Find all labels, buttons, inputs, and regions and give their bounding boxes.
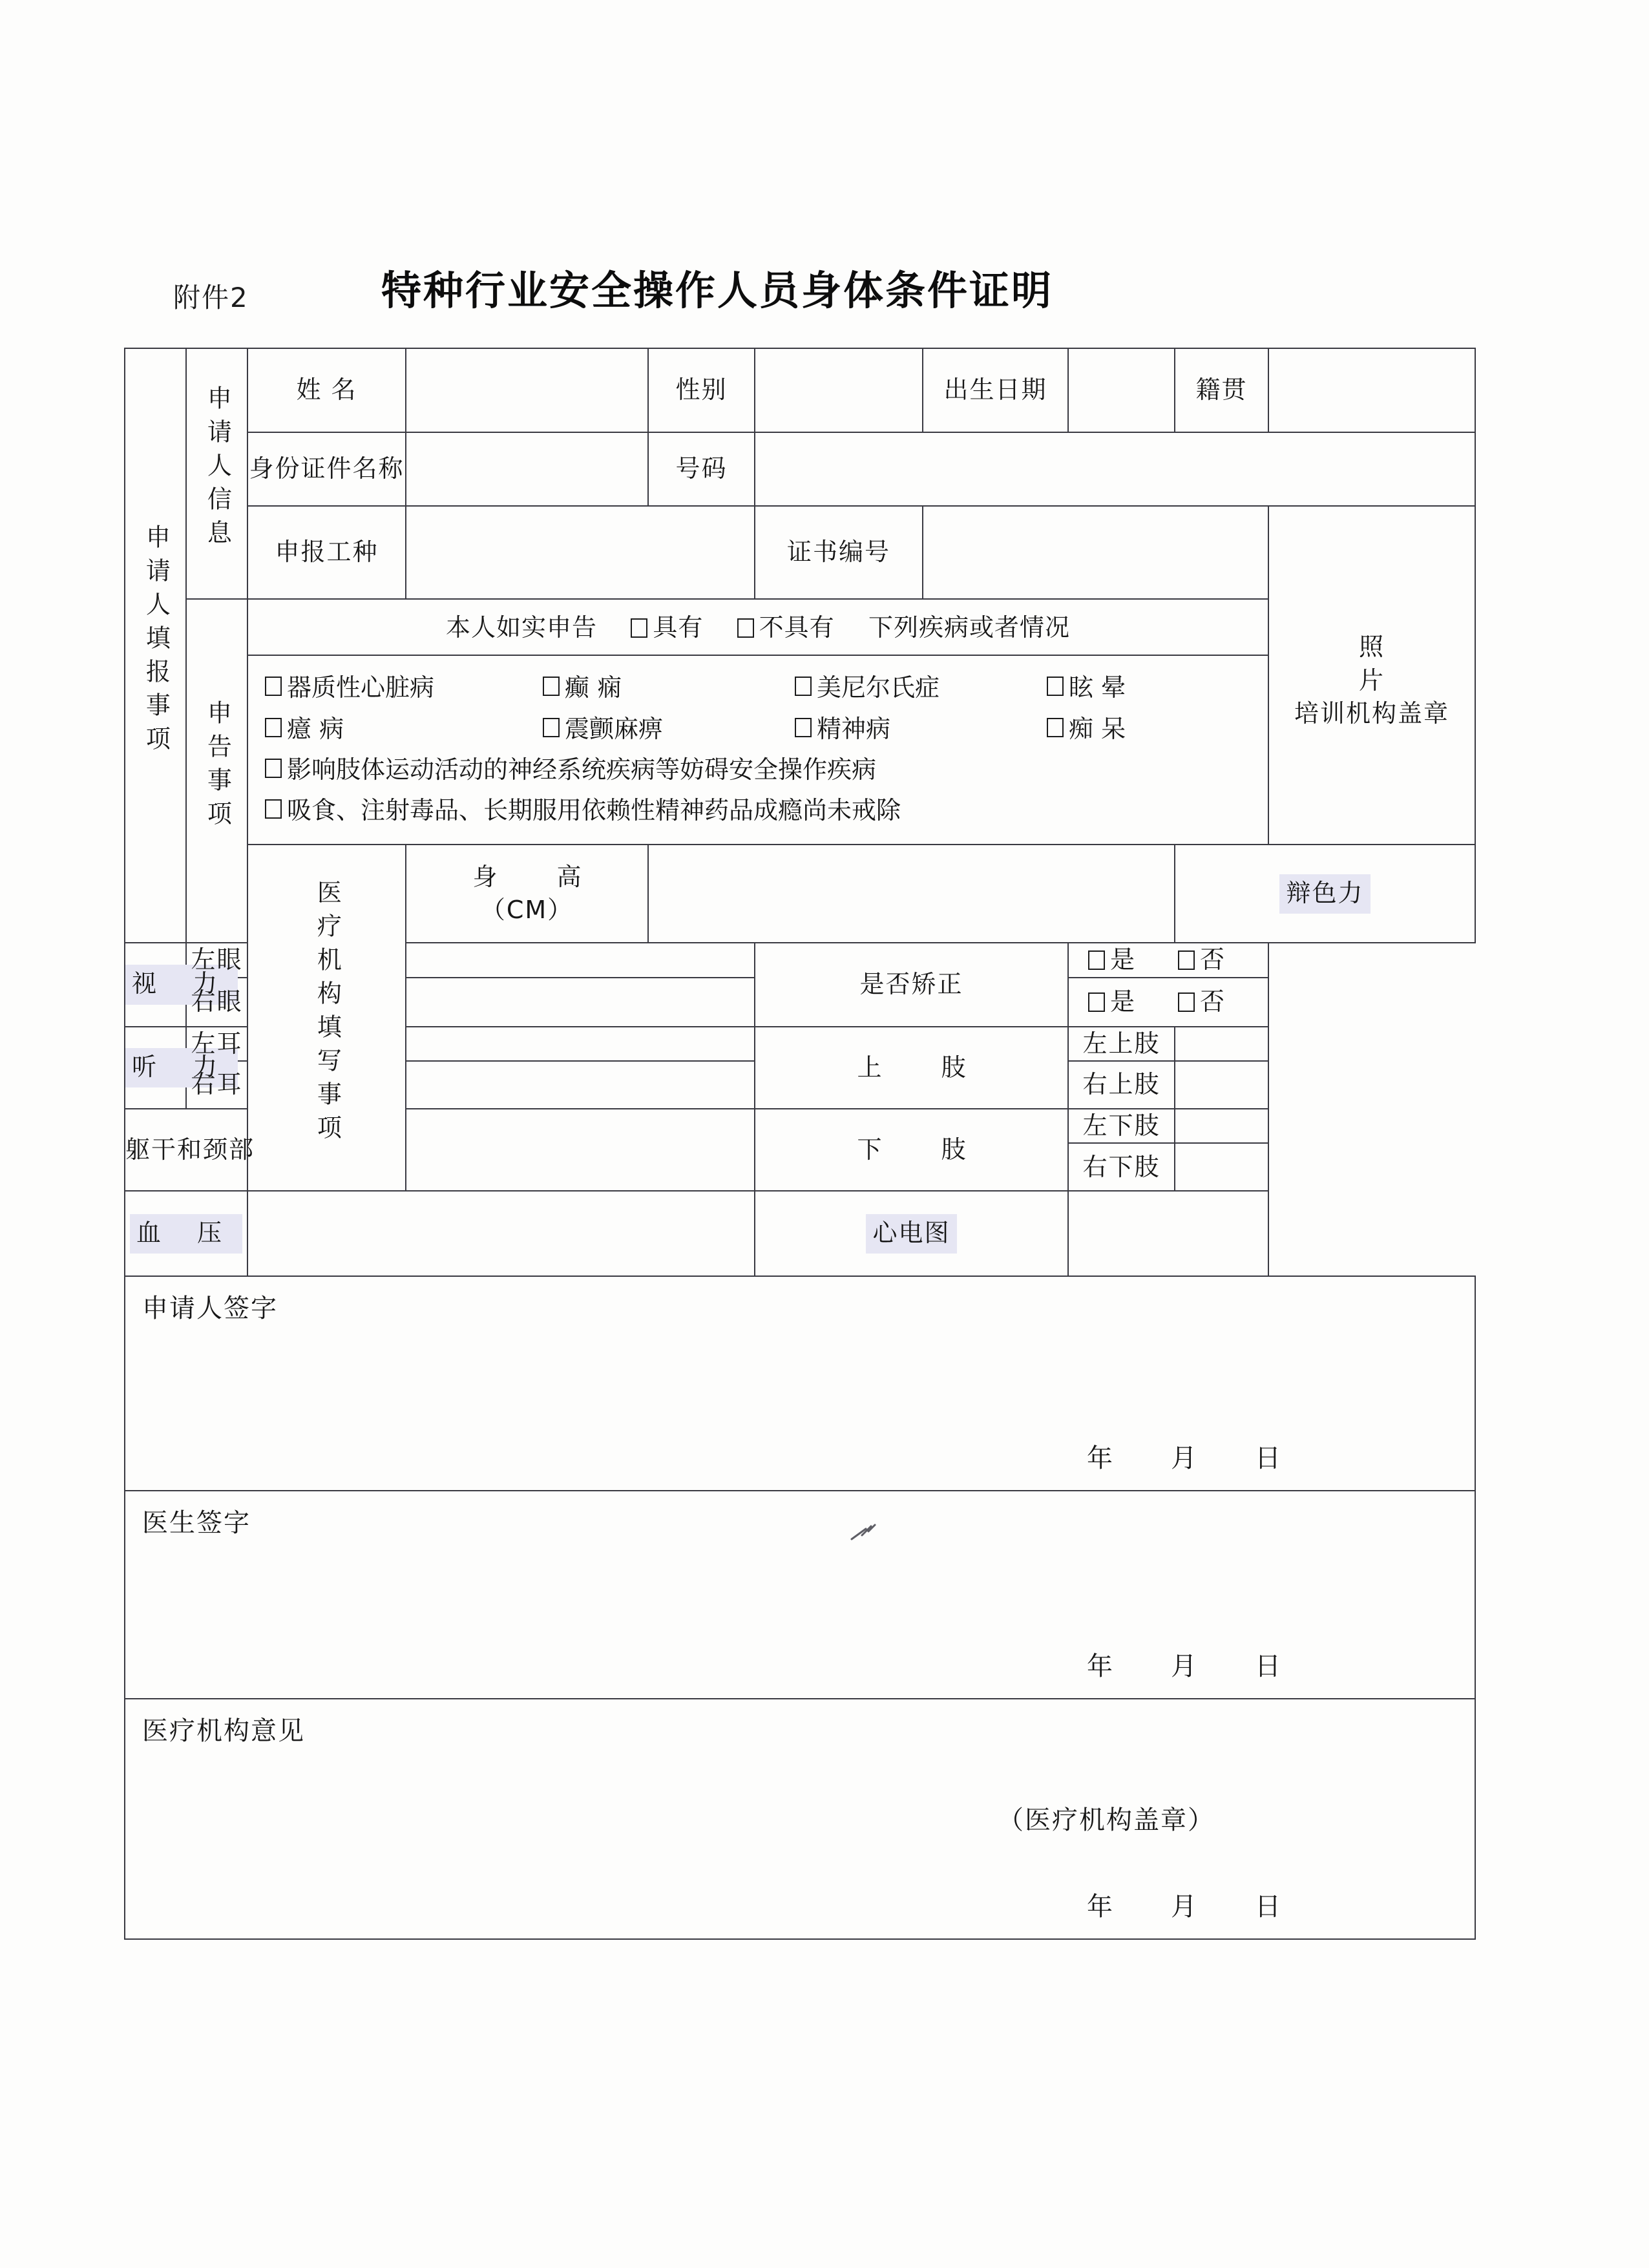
institution-stamp-note: （医疗机构盖章）: [998, 1805, 1215, 1836]
checkbox-vertigo[interactable]: [1047, 677, 1064, 696]
label-id-number-text: 号码: [675, 454, 728, 483]
label-corrected: [755, 943, 1068, 1026]
field-vision-right-eye[interactable]: [406, 978, 755, 1027]
label-color-vision-text: 辩色力: [1279, 874, 1370, 914]
label-upper-right-limb-text: 右上肢: [1082, 1070, 1161, 1099]
declaration-suffix: 下列疾病或者情况: [868, 613, 1071, 642]
label-native-place-text: 籍贯: [1195, 375, 1248, 404]
label-cert-number: [755, 506, 923, 599]
label-job-type: [247, 506, 406, 599]
disease-option-organic-heart-disease[interactable]: [265, 671, 543, 704]
label-id-number: [648, 432, 755, 506]
disease-row-4: [265, 794, 1268, 827]
document-header: [0, 258, 1649, 330]
label-gender-text: 性别: [675, 375, 728, 404]
corrected-yes-option-2[interactable]: [1088, 985, 1178, 1018]
label-vision-right-eye-text: 右眼: [191, 987, 243, 1016]
declaration-statement: [247, 599, 1268, 655]
field-lower-left-limb[interactable]: [1175, 1109, 1268, 1143]
institution-opinion-cell[interactable]: [125, 1699, 1475, 1939]
label-blood-pressure-text: 血 压: [130, 1214, 242, 1254]
label-upper-right-limb: [1068, 1061, 1175, 1109]
table-row-job-cert: [125, 506, 1475, 599]
disease-option-substance-abuse[interactable]: [265, 794, 901, 827]
corrected-no-label-2: 否: [1200, 987, 1226, 1016]
field-blood-pressure[interactable]: [247, 1191, 755, 1276]
corrected-no-option-2[interactable]: [1178, 985, 1268, 1018]
institution-date-year: 年: [1087, 1892, 1113, 1922]
side-label-applicant-info-text: 申请人信息: [203, 385, 232, 554]
label-height-text: 身 高: [472, 863, 607, 892]
label-name-text: 姓 名: [296, 375, 357, 404]
label-vision-text: 视 力: [125, 965, 238, 1004]
checkbox-parkinsons[interactable]: [543, 718, 560, 737]
table-row-doctor-signature: [125, 1491, 1475, 1699]
disease-row-1: [265, 671, 1268, 704]
side-label-applicant-section: [125, 348, 186, 943]
field-upper-left-limb[interactable]: [1175, 1027, 1268, 1061]
label-gender: [648, 348, 755, 432]
label-cert-number-text: 证书编号: [786, 538, 890, 567]
checkbox-has[interactable]: [631, 618, 647, 638]
declaration-option-has-not: 不具有: [759, 613, 835, 642]
doctor-signature-cell[interactable]: [125, 1491, 1475, 1699]
checkbox-mental-illness[interactable]: [795, 718, 812, 737]
applicant-date-day: 日: [1255, 1444, 1281, 1474]
checkbox-corrected-yes-1[interactable]: [1088, 950, 1105, 970]
label-ecg-text: 心电图: [866, 1214, 956, 1254]
field-hearing-left-ear[interactable]: [406, 1027, 755, 1061]
label-ecg: [755, 1191, 1068, 1276]
disease-option-mental-illness[interactable]: [795, 713, 1047, 746]
field-height[interactable]: [648, 845, 1175, 943]
applicant-date-year: 年: [1087, 1444, 1113, 1474]
field-hearing-right-ear[interactable]: [406, 1061, 755, 1109]
form-table-wrapper: [124, 348, 1475, 1940]
disease-option-parkinsons[interactable]: [543, 713, 795, 746]
field-ecg[interactable]: [1068, 1191, 1268, 1276]
declaration-statement-line: [248, 600, 1268, 655]
applicant-signature-date: [1087, 1441, 1281, 1476]
label-trunk-neck: [125, 1109, 255, 1191]
field-gender[interactable]: [755, 348, 923, 432]
disease-label-1-1: 震颤麻痹: [565, 714, 664, 743]
photo-label-line2: 片: [1358, 666, 1385, 695]
label-id-type: [247, 432, 406, 506]
label-lower-limb: [755, 1109, 1068, 1191]
disease-option-neurological[interactable]: [265, 753, 876, 786]
label-name: [247, 348, 406, 432]
disease-label-0-0: 器质性心脏病: [287, 673, 435, 702]
label-lower-right-limb: [1068, 1143, 1175, 1191]
label-job-type-text: 申报工种: [275, 538, 379, 567]
label-blood-pressure: [125, 1191, 247, 1276]
label-upper-left-limb-text: 左上肢: [1082, 1029, 1161, 1058]
disease-label-1-3: 痴 呆: [1069, 714, 1126, 743]
disease-label-2: 影响肢体运动活动的神经系统疾病等妨碍安全操作疾病: [287, 755, 877, 784]
institution-date-day: 日: [1255, 1892, 1281, 1922]
corrected-yes-option-1[interactable]: [1088, 943, 1178, 976]
label-hearing-right-ear: [186, 1061, 247, 1109]
field-id-type[interactable]: [406, 432, 648, 506]
label-upper-limb: [755, 1027, 1068, 1109]
doctor-date-month: 月: [1171, 1652, 1197, 1682]
field-name[interactable]: [406, 348, 648, 432]
page-title: 特种行业安全操作人员身体条件证明: [381, 267, 1054, 314]
label-upper-limb-text: 上 肢: [857, 1053, 992, 1082]
checkbox-corrected-no-2[interactable]: [1178, 992, 1195, 1012]
field-upper-right-limb[interactable]: [1175, 1061, 1268, 1109]
checkbox-has-not[interactable]: [737, 618, 754, 638]
doctor-date-year: 年: [1087, 1652, 1113, 1682]
label-lower-limb-text: 下 肢: [857, 1135, 992, 1164]
handwriting-mark-icon: [849, 1522, 888, 1544]
table-row-height-colorvision: [125, 845, 1475, 943]
training-institution-stamp-note: 培训机构盖章: [1294, 698, 1449, 728]
label-lower-left-limb: [1068, 1109, 1175, 1143]
applicant-signature-title: 申请人签字: [142, 1294, 278, 1324]
field-cert-number[interactable]: [923, 506, 1268, 599]
disease-label-0-3: 眩 晕: [1069, 673, 1126, 702]
checkbox-neurological[interactable]: [265, 759, 282, 778]
corrected-options-row-2: [1068, 978, 1268, 1027]
disease-option-menieres[interactable]: [795, 671, 1047, 704]
side-label-declaration-section: [186, 599, 247, 943]
corrected-options-row-1: [1068, 943, 1268, 977]
disease-option-hysteria[interactable]: [265, 713, 543, 746]
side-label-medical-section-text: 医疗机构填写事项: [313, 879, 342, 1148]
side-label-medical-section: [247, 845, 406, 1191]
institution-signature-date: [1087, 1889, 1281, 1924]
disease-option-vertigo[interactable]: [1047, 671, 1260, 704]
attachment-number: 附件2: [173, 282, 249, 313]
disease-label-1-0: 癔 病: [287, 714, 344, 743]
side-label-declaration-section-text: 申告事项: [203, 699, 232, 834]
applicant-signature-cell[interactable]: [125, 1276, 1475, 1491]
doctor-signature-date: [1087, 1649, 1281, 1684]
label-hearing-left-ear-text: 左耳: [191, 1029, 243, 1058]
label-color-vision: [1175, 845, 1475, 943]
corrected-yes-label-2: 是: [1110, 987, 1136, 1016]
photo-label-line1: 照: [1358, 633, 1385, 662]
checkbox-epilepsy[interactable]: [543, 677, 560, 696]
doctor-signature-title: 医生签字: [142, 1508, 251, 1538]
checkbox-corrected-no-1[interactable]: [1178, 950, 1195, 970]
disease-row-3: [265, 753, 1268, 786]
disease-option-epilepsy[interactable]: [543, 671, 795, 704]
field-lower-right-limb[interactable]: [1175, 1143, 1268, 1191]
corrected-yes-label-1: 是: [1110, 945, 1136, 974]
label-birth-date-text: 出生日期: [943, 375, 1047, 404]
label-lower-left-limb-text: 左下肢: [1082, 1111, 1161, 1140]
corrected-no-option-1[interactable]: [1178, 943, 1268, 976]
label-height-unit: （CM）: [480, 896, 574, 925]
certificate-form-table: [124, 348, 1476, 1940]
field-vision-left-eye[interactable]: [406, 943, 755, 977]
checkbox-dementia[interactable]: [1047, 718, 1064, 737]
declaration-option-has: 具有: [653, 613, 704, 642]
table-row-institution-opinion: [125, 1699, 1475, 1939]
label-upper-left-limb: [1068, 1027, 1175, 1061]
label-hearing-left-ear: [186, 1027, 247, 1061]
table-row-basic-info: [125, 348, 1475, 432]
label-vision-right-eye: [186, 978, 247, 1027]
institution-date-month: 月: [1171, 1892, 1197, 1922]
disease-row-2: [265, 713, 1268, 746]
photo-area[interactable]: [1268, 506, 1475, 845]
doctor-date-day: 日: [1255, 1652, 1281, 1682]
institution-opinion-title: 医疗机构意见: [142, 1716, 305, 1747]
label-vision-left-eye-text: 左眼: [191, 945, 243, 974]
field-trunk-neck[interactable]: [406, 1109, 755, 1191]
checkbox-hysteria[interactable]: [265, 718, 282, 737]
label-height: [406, 845, 648, 943]
field-birth-date[interactable]: [1068, 348, 1175, 432]
corrected-no-label-1: 否: [1200, 945, 1226, 974]
side-label-applicant-info: [186, 348, 247, 599]
disease-label-0-1: 癫 痫: [565, 673, 622, 702]
table-row-bp-ecg: [125, 1191, 1475, 1276]
checkbox-substance-abuse[interactable]: [265, 799, 282, 819]
label-id-type-text: 身份证件名称: [249, 454, 404, 483]
applicant-date-month: 月: [1171, 1444, 1197, 1474]
disease-label-1-2: 精神病: [817, 714, 891, 743]
table-row-applicant-signature: [125, 1276, 1475, 1491]
table-row-id-info: [125, 432, 1475, 506]
label-trunk-neck-text: 躯干和颈部: [125, 1135, 255, 1164]
label-lower-right-limb-text: 右下肢: [1082, 1152, 1161, 1181]
label-native-place: [1175, 348, 1268, 432]
disease-option-dementia[interactable]: [1047, 713, 1260, 746]
disease-label-3: 吸食、注射毒品、长期服用依赖性精神药品成瘾尚未戒除: [287, 796, 901, 825]
field-id-number[interactable]: [755, 432, 1475, 506]
label-hearing-right-ear-text: 右耳: [191, 1070, 243, 1099]
disease-checklist: [247, 655, 1268, 845]
declaration-prefix: 本人如实申告: [445, 613, 597, 642]
checkbox-organic-heart-disease[interactable]: [265, 677, 282, 696]
label-vision-left-eye: [186, 943, 247, 977]
field-job-type[interactable]: [406, 506, 755, 599]
field-native-place[interactable]: [1268, 348, 1475, 432]
label-hearing-text: 听 力: [125, 1048, 238, 1087]
label-corrected-text: 是否矫正: [859, 970, 963, 999]
checkbox-menieres[interactable]: [795, 677, 812, 696]
checkbox-corrected-yes-2[interactable]: [1088, 992, 1105, 1012]
side-label-applicant-section-text: 申请人填报事项: [142, 523, 171, 759]
disease-label-0-2: 美尼尔氏症: [817, 673, 940, 702]
label-birth-date: [923, 348, 1068, 432]
